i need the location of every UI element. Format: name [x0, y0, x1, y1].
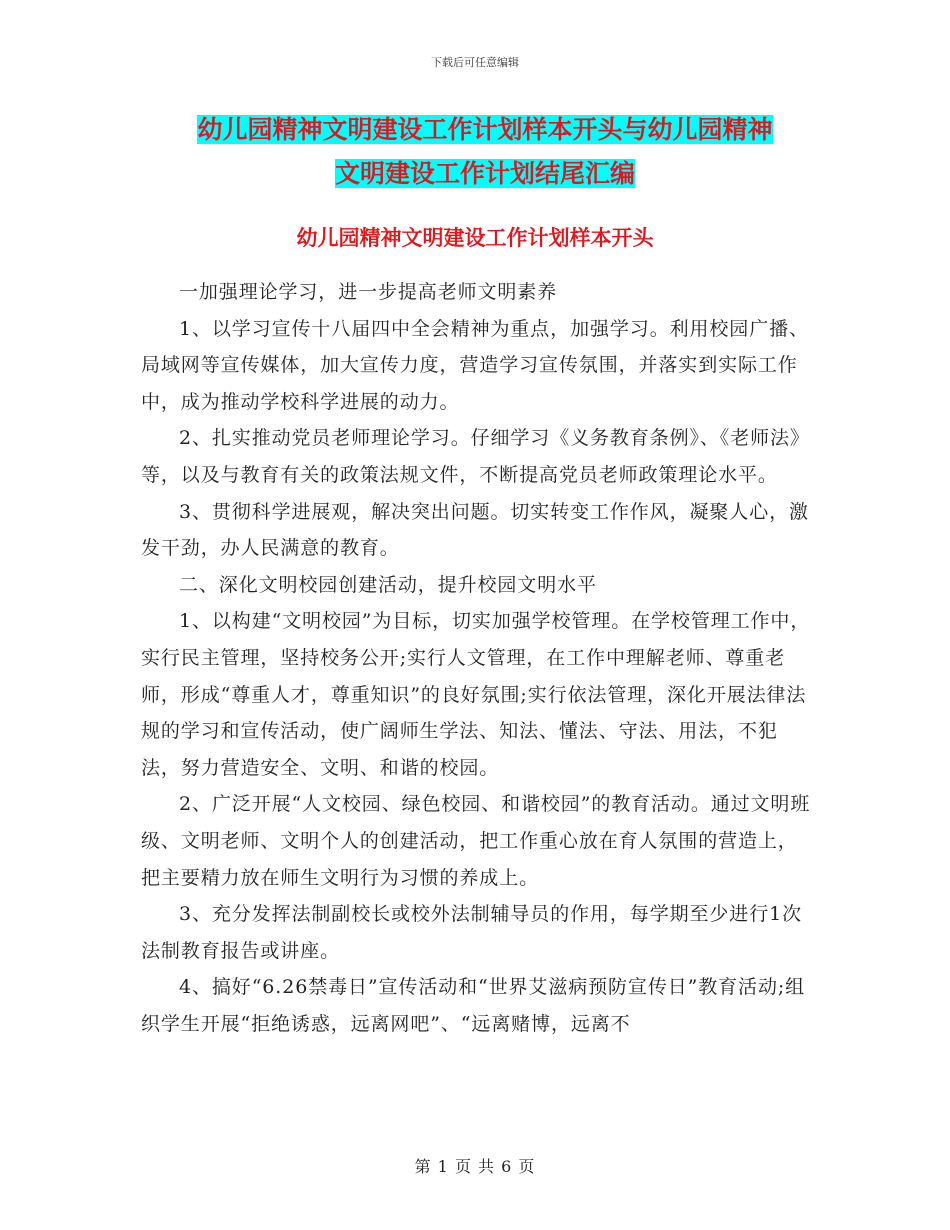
document-title-line-2: 文明建设工作计划结尾汇编 [334, 159, 635, 188]
document-title [150, 108, 820, 196]
body-paragraph: 1、以构建“文明校园”为目标，切实加强学校管理。在学校管理工作中，实行民主管理，坚持校务公开;实行人文管理，在工作中理解老师、尊重老师，形成“尊重人才，尊重知识”的良好氛围;实行依法管理，深化开展法律法规的学习和宣传活动，使广阔师生学法、知法、懂法、守法、用法，不犯法，努力营造安全、文明、和谐的校园。 [141, 610, 811, 779]
body-paragraph: 一加强理论学习，进一步提高老师文明素养 [179, 281, 558, 303]
section-title: 幼儿园精神文明建设工作计划样本开头 [296, 226, 654, 250]
body-paragraph: 4、搞好“6.26禁毒日”宣传活动和“世界艾滋病预防宣传日”教育活动;组织学生开展“拒绝诱惑，远离网吧”、“远离赌博，远离不 [141, 976, 806, 1035]
body-paragraph: 3、贯彻科学进展观，解决突出问题。切实转变工作作风，凝聚人心，激发干劲，办人民满意的教育。 [141, 500, 809, 560]
body-paragraph: 2、广泛开展“人文校园、绿色校园、和谐校园”的教育活动。通过文明班级、文明老师、文明个人的创建活动，把工作重心放在育人氛围的营造上，把主要精力放在师生文明行为习惯的养成上。 [141, 793, 811, 889]
header-note: 下载后可任意编辑 [431, 56, 519, 69]
body-paragraph: 二、深化文明校园创建活动，提升校园文明水平 [179, 573, 597, 596]
body-paragraph: 2、扎实推动党员老师理论学习。仔细学习《义务教育条例》、《老师法》等，以及与教育有关的政策法规文件，不断提高党员老师政策理论水平。 [141, 427, 810, 486]
body-paragraph: 3、充分发挥法制副校长或校外法制辅导员的作用，每学期至少进行1次法制教育报告或讲座。 [141, 903, 802, 962]
body-paragraph: 1、以学习宣传十八届四中全会精神为重点，加强学习。利用校园广播、局域网等宣传媒体，加大宣传力度，营造学习宣传氛围，并落实到实际工作中，成为推动学校科学进展的动力。 [141, 317, 809, 413]
document-title-line-1: 幼儿园精神文明建设工作计划样本开头与幼儿园精神 [197, 115, 773, 144]
page-number: 第 1 页 共 6 页 [414, 1157, 536, 1176]
document-body [141, 274, 811, 1042]
